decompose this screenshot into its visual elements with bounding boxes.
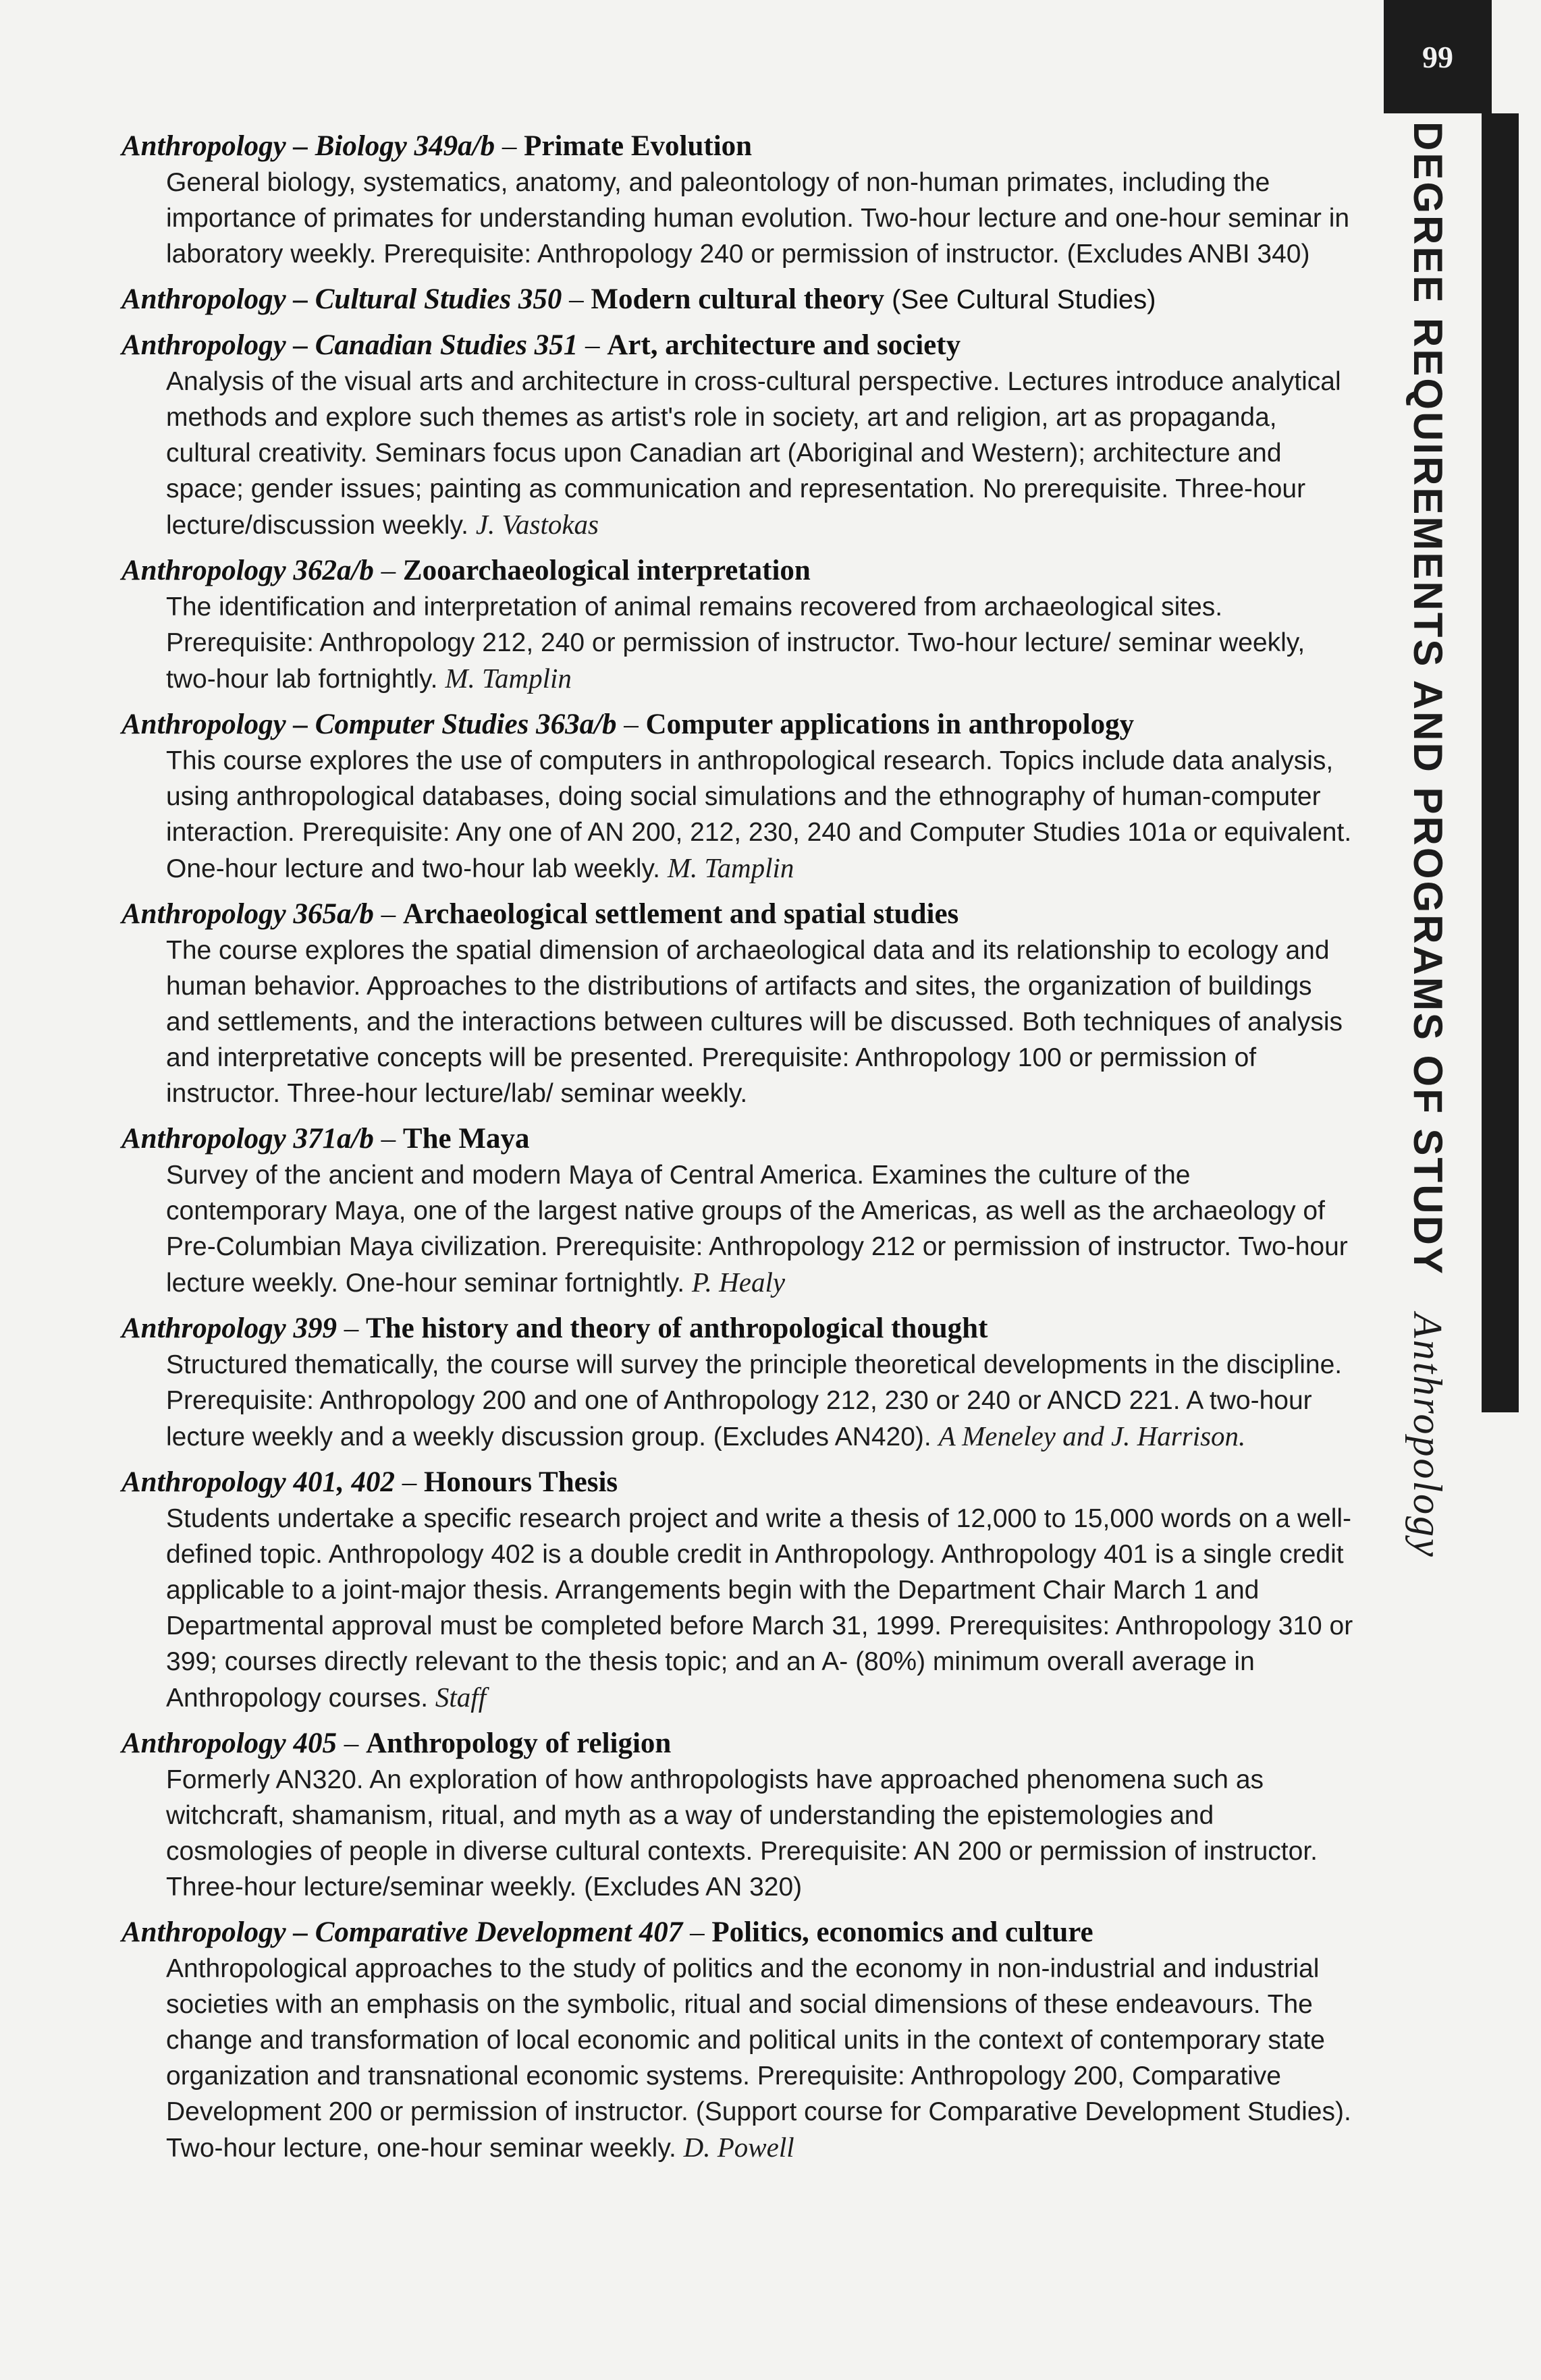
course-separator: –: [682, 1916, 712, 1948]
course-instructor: M. Tamplin: [445, 663, 572, 694]
course-code: Anthropology – Canadian Studies 351: [121, 329, 578, 361]
course-name: The history and theory of anthropological thought: [365, 1312, 988, 1344]
course-name: Politics, economics and culture: [711, 1916, 1093, 1948]
course-description: [166, 743, 1357, 887]
course-code: Anthropology 371a/b: [121, 1123, 374, 1155]
course-heading: [121, 327, 1357, 364]
course-entry: [121, 281, 1357, 318]
course-separator: –: [373, 898, 403, 930]
course-instructor: A Meneley and J. Harrison.: [938, 1420, 1246, 1451]
side-title-main: DEGREE REQUIREMENTS AND PROGRAMS OF STUDY: [1405, 121, 1451, 1276]
course-entry: [121, 1121, 1357, 1301]
course-note: (See Cultural Studies): [884, 285, 1156, 314]
course-code: Anthropology – Comparative Development 407: [121, 1916, 683, 1948]
side-thumb-bar: [1482, 113, 1519, 1412]
course-description: [166, 1157, 1357, 1301]
course-entry: [121, 1310, 1357, 1455]
course-separator: –: [578, 329, 607, 361]
course-separator: –: [495, 130, 524, 162]
course-code: Anthropology – Cultural Studies 350: [121, 283, 562, 315]
course-description: [166, 165, 1357, 272]
course-separator: –: [394, 1466, 424, 1498]
course-name: Art, architecture and society: [607, 329, 961, 361]
course-description: [166, 1347, 1357, 1455]
course-instructor: J. Vastokas: [475, 509, 599, 540]
course-separator: –: [373, 1123, 403, 1155]
course-entry: [121, 707, 1357, 887]
course-name: Modern cultural theory: [591, 283, 885, 315]
course-entry: [121, 1914, 1357, 2166]
course-code: Anthropology 405: [121, 1727, 337, 1759]
course-heading: [121, 1464, 1357, 1501]
course-separator: –: [373, 555, 403, 586]
course-instructor: D. Powell: [683, 2132, 794, 2163]
course-heading: [121, 1310, 1357, 1347]
course-code: Anthropology 401, 402: [121, 1466, 395, 1498]
course-separator: –: [336, 1727, 366, 1759]
course-instructor: M. Tamplin: [667, 852, 794, 883]
course-description-text: Students undertake a specific research project and write a thesis of 12,000 to 15,000 words on a well-defined topic. Anthropology 402 is a double credit in Anthropology. Anthropology 401 is a single credit applicable to a joint-major thesis. Arrangements begin with the Department Chair March 1 and Departmental approval must be completed before March 31, 1999. Prerequisites: Anthropology 310 or 399; courses directly relevant to the thesis topic; and an A- (80%) minimum overall average in Anthropology courses.: [166, 1504, 1353, 1713]
course-description-text: This course explores the use of computers in anthropological research. Topics include data analysis, using anthropological databases, doing social simulations and the ethnography of human-computer interaction. Prerequisite: Any one of AN 200, 212, 230, 240 and Computer Studies 101a or equivalent. One-hour lecture and two-hour lab weekly.: [166, 746, 1352, 883]
course-heading: [121, 1914, 1357, 1951]
course-description-text: Analysis of the visual arts and architecture in cross-cultural perspective. Lectures introduce analytical methods and explore such themes as artist's role in society, art and religion, art as propaganda, cultural creativity. Seminars focus upon Canadian art (Aboriginal and Western); architecture and space; gender issues; painting as communication and representation. No prerequisite. Three-hour lecture/discussion weekly.: [166, 367, 1341, 540]
course-description-text: Structured thematically, the course will survey the principle theoretical developments in the discipline. Prerequisite: Anthropology 200 and one of Anthropology 212, 230 or 240 or ANCD 221. A two-hour lecture weekly and a weekly discussion group. (Excludes AN420).: [166, 1350, 1343, 1451]
course-description: [166, 1762, 1357, 1905]
course-code: Anthropology – Computer Studies 363a/b: [121, 709, 617, 740]
course-name: Zooarchaeological interpretation: [402, 555, 811, 586]
course-description: [166, 364, 1357, 543]
course-name: The Maya: [402, 1123, 530, 1155]
course-description: [166, 589, 1357, 697]
course-name: Computer applications in anthropology: [645, 709, 1135, 740]
course-name: Archaeological settlement and spatial studies: [402, 898, 959, 930]
course-description: [166, 1501, 1357, 1716]
course-entry: [121, 1725, 1357, 1905]
course-separator: –: [336, 1312, 366, 1344]
course-heading: [121, 896, 1357, 933]
course-code: Anthropology 399: [121, 1312, 337, 1344]
course-entry: [121, 896, 1357, 1111]
course-separator: –: [616, 709, 646, 740]
course-separator: –: [562, 283, 591, 315]
course-code: Anthropology – Biology 349a/b: [121, 130, 495, 162]
course-description-text: Formerly AN320. An exploration of how anthropologists have approached phenomena such as witchcraft, shamanism, ritual, and myth as a way of understanding the epistemologies and cosmologies of people in diverse cultural contexts. Prerequisite: AN 200 or permission of instructor. Three-hour lecture/seminar weekly. (Excludes AN 320): [166, 1765, 1318, 1902]
course-heading: [121, 707, 1357, 743]
course-entry: [121, 553, 1357, 697]
course-heading: [121, 128, 1357, 165]
course-code: Anthropology 362a/b: [121, 555, 374, 586]
course-description: [166, 1951, 1357, 2166]
course-description-text: Anthropological approaches to the study of politics and the economy in non-industrial and industrial societies with an emphasis on the symbolic, ritual and social dimensions of these endeavours. The change and transformation of local economic and political units in the context of contemporary state organization and transnational economic systems. Prerequisite: Anthropology 200, Comparative Development 200 or permission of instructor. (Support course for Comparative Development Studies). Two-hour lecture, one-hour seminar weekly.: [166, 1954, 1351, 2163]
course-entry: [121, 1464, 1357, 1716]
side-section-title: [1377, 121, 1478, 1559]
course-description-text: Survey of the ancient and modern Maya of Central America. Examines the culture of the contemporary Maya, one of the largest native groups of the Americas, as well as the archaeology of Pre-Columbian Maya civilization. Prerequisite: Anthropology 212 or permission of instructor. Two-hour lecture weekly. One-hour seminar fortnightly.: [166, 1161, 1348, 1298]
course-list: [121, 128, 1357, 2176]
course-entry: [121, 128, 1357, 272]
course-name: Honours Thesis: [423, 1466, 618, 1498]
course-heading: [121, 553, 1357, 589]
course-name: Primate Evolution: [524, 130, 753, 162]
course-code: Anthropology 365a/b: [121, 898, 374, 930]
course-description: [166, 933, 1357, 1111]
course-heading: [121, 281, 1357, 318]
course-description-text: The identification and interpretation of animal remains recovered from archaeological sites. Prerequisite: Anthropology 212, 240 or permission of instructor. Two-hour lecture/ seminar weekly, two-hour lab fortnightly.: [166, 592, 1305, 694]
course-heading: [121, 1121, 1357, 1157]
course-description-text: General biology, systematics, anatomy, and paleontology of non-human primates, including the importance of primates for understanding human evolution. Two-hour lecture and one-hour seminar in laboratory weekly. Prerequisite: Anthropology 240 or permission of instructor. (Excludes ANBI 340): [166, 168, 1350, 269]
course-instructor: Staff: [435, 1682, 487, 1713]
course-description-text: The course explores the spatial dimension of archaeological data and its relationship to ecology and human behavior. Approaches to the distributions of artifacts and sites, the organization of buildings and settlements, and the interactions between cultures will be discussed. Both techniques of analysis and interpretative concepts will be presented. Prerequisite: Anthropology 100 or permission of instructor. Three-hour lecture/lab/ seminar weekly.: [166, 936, 1343, 1108]
course-name: Anthropology of religion: [365, 1727, 672, 1759]
page-number: 99: [1384, 0, 1492, 113]
course-entry: [121, 327, 1357, 543]
side-title-sub: Anthropology: [1405, 1312, 1450, 1559]
course-instructor: P. Healy: [691, 1267, 786, 1298]
course-heading: [121, 1725, 1357, 1762]
